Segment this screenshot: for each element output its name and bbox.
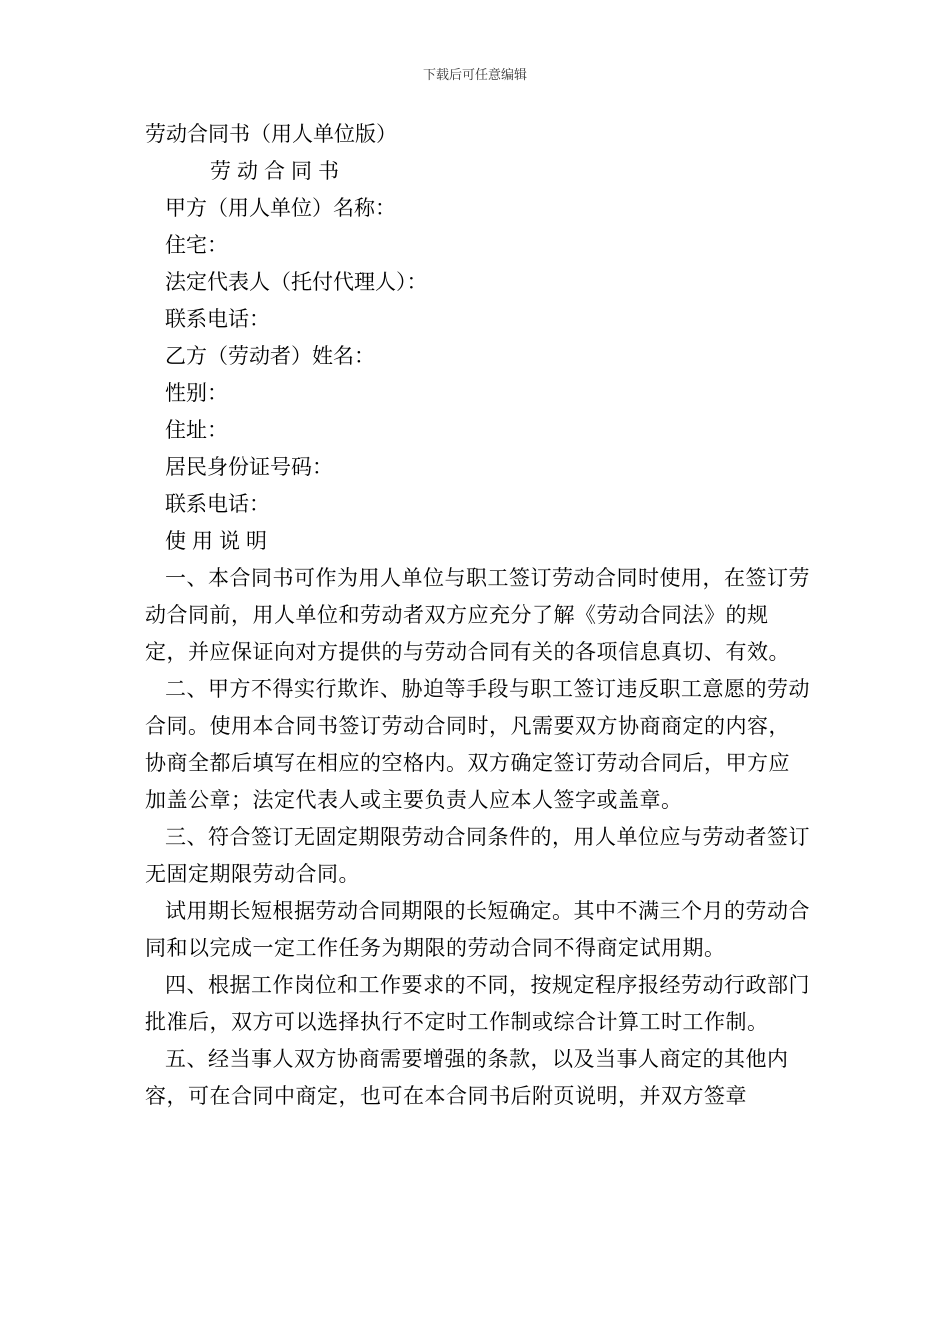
field-legal-representative: 法定代表人（托付代理人）： [165, 270, 428, 294]
field-id-number: 居民身份证号码： [165, 455, 333, 479]
document-title: 劳动合同书（用人单位版） [145, 122, 397, 146]
document-body [145, 116, 810, 1115]
document-subtitle: 劳动合同书 [210, 159, 345, 183]
field-party-a-phone: 联系电话： [165, 307, 270, 331]
page-header: 下载后可任意编辑 [422, 68, 527, 83]
field-party-b-name: 乙方（劳动者）姓名： [165, 344, 375, 368]
field-gender: 性别： [165, 381, 228, 405]
instructions-heading: 使用说明 [165, 529, 273, 553]
instruction-paragraph-5: 五、经当事人双方协商需要增强的条款，以及当事人商定的其他内容，可在合同中商定，也可在本合同书后附页说明，并双方签章 [145, 1047, 789, 1108]
field-address: 住址： [165, 418, 228, 442]
field-residence: 住宅： [165, 233, 228, 257]
instruction-paragraph-2: 二、甲方不得实行欺诈、胁迫等手段与职工签订违反职工意愿的劳动合同。使用本合同书签订劳动合同时，凡需要双方协商商定的内容，协商全都后填写在相应的空格内。双方确定签订劳动合同后，甲方应加盖公章；法定代表人或主要负责人应本人签字或盖章。 [145, 677, 810, 812]
field-party-b-phone: 联系电话： [165, 492, 270, 516]
instruction-paragraph-4: 四、根据工作岗位和工作要求的不同，按规定程序报经劳动行政部门批准后，双方可以选择执行不定时工作制或综合计算工时工作制。 [145, 973, 810, 1034]
instruction-paragraph-3: 三、符合签订无固定期限劳动合同条件的，用人单位应与劳动者签订无固定期限劳动合同。 [145, 825, 810, 886]
field-party-a-name: 甲方（用人单位）名称： [165, 196, 396, 220]
instruction-paragraph-1: 一、本合同书可作为用人单位与职工签订劳动合同时使用，在签订劳动合同前，用人单位和劳动者双方应充分了解《劳动合同法》的规定，并应保证向对方提供的与劳动合同有关的各项信息真切、有效。 [145, 566, 810, 664]
instruction-paragraph-probation: 试用期长短根据劳动合同期限的长短确定。其中不满三个月的劳动合同和以完成一定工作任务为期限的劳动合同不得商定试用期。 [145, 899, 810, 960]
